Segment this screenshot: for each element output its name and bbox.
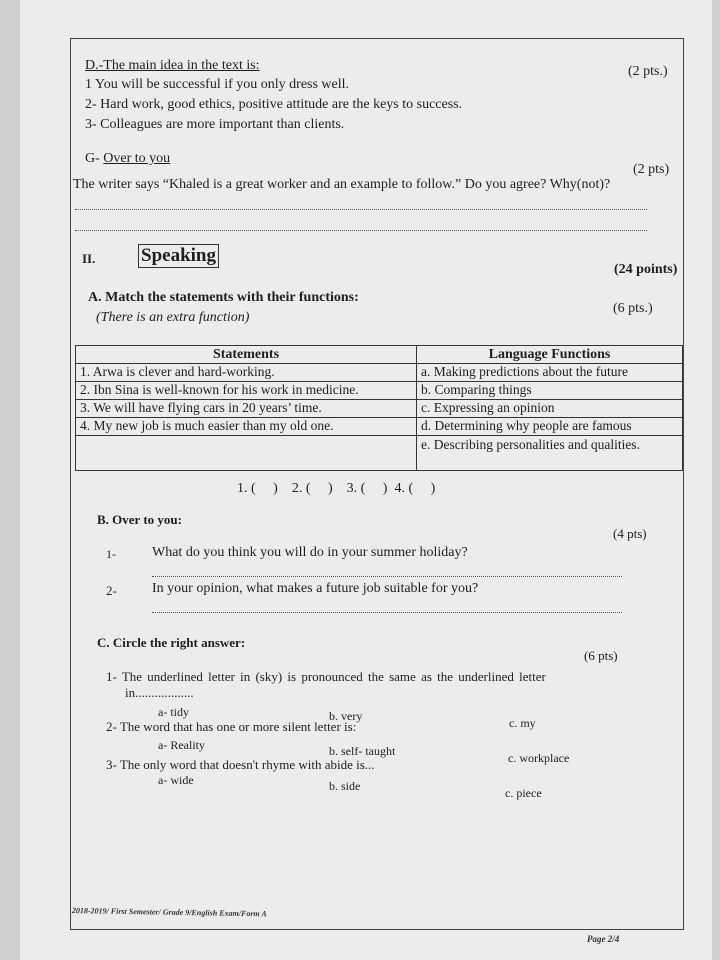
answer-line-g2[interactable] xyxy=(75,230,647,231)
exam-page xyxy=(20,0,712,960)
section-d-option-2: 2- Hard work, good ethics, positive attitude are the keys to success. xyxy=(85,97,463,112)
speaking-points: (24 points) xyxy=(614,262,678,277)
table-row xyxy=(76,400,683,418)
q3-option-a[interactable]: a- wide xyxy=(158,773,194,787)
part-c-points: (6 pts) xyxy=(584,648,618,663)
answer-line-b2[interactable] xyxy=(152,612,622,613)
statement-cell: 3. We will have flying cars in 20 years’ time. xyxy=(76,400,417,418)
section-g-prefix: G- xyxy=(85,151,104,166)
function-cell: d. Determining why people are famous xyxy=(417,418,683,436)
part-b-question-2: In your opinion, what makes a future job suitable for you? xyxy=(152,581,479,596)
q3-option-b[interactable]: b. side xyxy=(329,779,361,793)
statements-header: Statements xyxy=(76,346,417,364)
section-d-option-1: 1 You will be successful if you only dress well. xyxy=(85,77,350,92)
part-a-note: (There is an extra function) xyxy=(96,310,250,325)
page-number: Page 2/4 xyxy=(587,934,620,944)
section-g-points: (2 pts) xyxy=(633,162,670,177)
statement-cell: 1. Arwa is clever and hard-working. xyxy=(76,364,417,382)
q2-option-b[interactable]: b. self- taught xyxy=(329,744,396,758)
table-row xyxy=(76,382,683,400)
section-g-heading: Over to you xyxy=(103,151,171,166)
part-b-heading: B. Over to you: xyxy=(97,512,182,527)
part-b-q1-number: 1- xyxy=(106,547,116,561)
part-c-question-2: 2- The word that has one or more silent letter is: xyxy=(106,719,357,734)
q2-option-a[interactable]: a- Reality xyxy=(158,738,205,752)
answer-line-b1[interactable] xyxy=(152,576,622,577)
q1-option-c[interactable]: c. my xyxy=(509,716,536,730)
function-cell: b. Comparing things xyxy=(417,382,683,400)
matching-table xyxy=(75,345,683,471)
function-cell: e. Describing personalities and qualities. xyxy=(417,436,683,471)
speaking-title: Speaking xyxy=(138,244,219,268)
part-a-heading: A. Match the statements with their functions: xyxy=(88,290,359,305)
statement-cell xyxy=(76,436,417,471)
table-header-row xyxy=(76,346,683,364)
answer-brackets[interactable]: 1. ( ) 2. ( ) 3. ( ) 4. ( ) xyxy=(237,481,436,496)
footer-exam-info: 2018-2019/ First Semester/ Grade 9/English Exam/Form A xyxy=(71,906,267,919)
functions-header: Language Functions xyxy=(417,346,683,364)
statement-cell: 2. Ibn Sina is well-known for his work in medicine. xyxy=(76,382,417,400)
answer-line-g1[interactable] xyxy=(75,209,647,210)
table-row xyxy=(76,436,683,471)
part-b-q2-number: 2- xyxy=(106,583,117,598)
part-c-question-1-cont: in.................. xyxy=(125,685,194,700)
q1-option-a[interactable]: a- tidy xyxy=(158,705,189,719)
section-d-points: (2 pts.) xyxy=(628,64,668,79)
part-b-points: (4 pts) xyxy=(613,526,647,541)
section-d-heading: D.-The main idea in the text is: xyxy=(85,58,260,73)
q2-option-c[interactable]: c. workplace xyxy=(508,751,570,765)
table-row xyxy=(76,364,683,382)
statement-cell: 4. My new job is much easier than my old one. xyxy=(76,418,417,436)
part-a-points: (6 pts.) xyxy=(613,301,653,316)
part-c-question-1: 1- The underlined letter in (sky) is pronounced the same as the underlined letter xyxy=(106,669,546,684)
function-cell: c. Expressing an opinion xyxy=(417,400,683,418)
function-cell: a. Making predictions about the future xyxy=(417,364,683,382)
q1-option-b[interactable]: b. very xyxy=(329,709,363,723)
part-c-question-3: 3- The only word that doesn't rhyme with abide is... xyxy=(106,757,375,772)
section-numeral: II. xyxy=(82,251,96,266)
part-c-heading: C. Circle the right answer: xyxy=(97,635,246,650)
section-d-option-3: 3- Colleagues are more important than clients. xyxy=(85,117,345,132)
q3-option-c[interactable]: c. piece xyxy=(505,786,542,800)
table-row xyxy=(76,418,683,436)
part-b-question-1: What do you think you will do in your summer holiday? xyxy=(152,545,468,560)
section-g-label xyxy=(85,151,170,167)
section-g-question: The writer says “Khaled is a great worker and an example to follow.” Do you agree? Why(not)? xyxy=(73,177,611,192)
